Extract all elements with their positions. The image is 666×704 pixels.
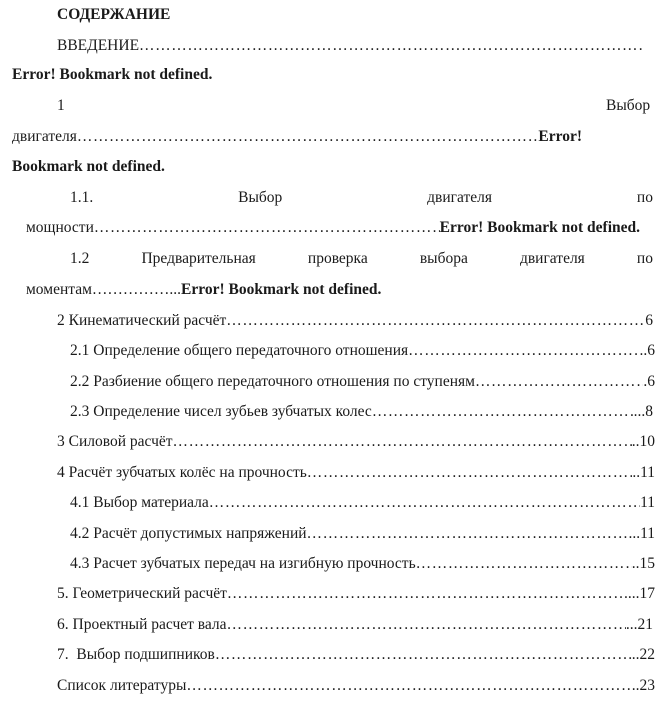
toc-entry-label: 2 Кинематический расчёт <box>57 312 227 329</box>
word: по <box>636 189 653 206</box>
toc-entry-label: двигателя <box>12 128 77 145</box>
toc-entry[interactable] <box>70 523 655 545</box>
page-number: 11 <box>640 494 655 511</box>
page-number: ..11 <box>632 464 655 481</box>
page-number: 6 <box>645 312 653 329</box>
toc-entry-label: 4.2 Расчёт допустимых напряжений <box>70 525 307 542</box>
toc-entry-label: 2.1 Определение общего передаточного отношения <box>70 342 409 359</box>
dot-leader <box>372 401 634 423</box>
toc-entry-label: 7. Выбор подшипников <box>57 646 215 663</box>
word: по <box>636 250 653 267</box>
word: двигателя <box>519 250 585 267</box>
dot-leader <box>209 492 640 514</box>
dot-leader: ……………... <box>91 281 182 298</box>
dot-leader <box>416 553 632 575</box>
toc-entry[interactable] <box>57 583 655 605</box>
toc-entry[interactable] <box>57 310 653 332</box>
toc-entry-label: 5. Геометрический расчёт <box>57 585 227 602</box>
toc-entry[interactable] <box>57 431 655 453</box>
page-number: ...8 <box>633 403 653 420</box>
dot-leader <box>77 126 539 148</box>
toc-entry-label: Список литературы <box>57 677 187 694</box>
dot-leader <box>307 462 633 484</box>
bookmark-error: Error! Bookmark not defined. <box>439 219 640 236</box>
dot-leader <box>227 583 624 605</box>
bookmark-error: Error! Bookmark not defined. <box>12 66 213 83</box>
page-number: .6 <box>643 373 655 390</box>
toc-entry-section1-1-cont[interactable] <box>26 217 640 239</box>
page-number: ...21 <box>625 616 653 633</box>
toc-entry[interactable] <box>57 675 655 697</box>
toc-entry-label: ВВЕДЕНИЕ <box>57 37 140 54</box>
toc-entry-label: мощности <box>26 219 94 236</box>
toc-entry[interactable] <box>70 371 655 393</box>
bookmark-error: Bookmark not defined. <box>12 158 165 175</box>
toc-entry-section1[interactable] <box>12 126 582 148</box>
toc-entry-intro[interactable] <box>57 35 644 57</box>
dot-leader <box>475 371 643 393</box>
word: проверка <box>307 250 368 267</box>
dot-leader <box>139 35 644 57</box>
toc-entry-label: 4.3 Расчет зубчатых передач на изгибную прочность <box>70 555 416 572</box>
page-number: ..23 <box>631 677 655 694</box>
toc-entry[interactable] <box>70 492 655 514</box>
page-number: ..6 <box>639 342 655 359</box>
bookmark-error: Error! <box>538 128 582 145</box>
word: Выбор <box>238 189 283 206</box>
dot-leader <box>408 340 639 362</box>
page-number: ..10 <box>631 433 655 450</box>
word: выбора <box>419 250 468 267</box>
toc-entry-label: 4.1 Выбор материала <box>70 494 209 511</box>
toc-entry-label: моментам <box>26 281 92 298</box>
toc-entry-section1-1[interactable] <box>70 187 653 209</box>
toc-entry-label: 4 Расчёт зубчатых колёс на прочность <box>57 464 307 481</box>
toc-entry[interactable] <box>70 553 655 575</box>
dot-leader <box>173 431 632 453</box>
toc-entry[interactable] <box>57 614 653 636</box>
page-number: ...11 <box>628 525 655 542</box>
word: Предварительная <box>141 250 256 267</box>
toc-entry[interactable] <box>57 462 655 484</box>
toc-entry-label: 2.2 Разбиение общего передаточного отношения по ступеням <box>70 373 475 390</box>
page-number: ..22 <box>631 646 655 663</box>
word: двигателя <box>427 189 493 206</box>
page-title: СОДЕРЖАНИЕ <box>57 6 171 23</box>
toc-entry-label: 2.3 Определение чисел зубьев зубчатых колес <box>70 403 372 420</box>
page-number: ..15 <box>631 555 655 572</box>
toc-entry-label: 3 Силовой расчёт <box>57 433 173 450</box>
section-word: Выбор <box>606 97 651 114</box>
bookmark-error: Error! Bookmark not defined. <box>181 281 382 298</box>
word: 1.1. <box>70 189 94 206</box>
section-number: 1 <box>57 97 65 114</box>
dot-leader <box>307 523 629 545</box>
dot-leader <box>186 675 631 697</box>
toc-entry[interactable] <box>57 644 655 666</box>
toc-entry-label: 6. Проектный расчет вала <box>57 616 227 633</box>
dot-leader <box>227 614 626 636</box>
toc-entry[interactable] <box>70 401 653 423</box>
toc-entry[interactable] <box>70 340 655 362</box>
toc-entry-section1-2[interactable] <box>70 248 653 270</box>
dot-leader <box>94 217 440 239</box>
dot-leader <box>215 644 632 666</box>
word: 1.2 <box>70 250 90 267</box>
dot-leader <box>226 310 645 332</box>
page-number: ....17 <box>624 585 655 602</box>
toc-entry-section1-2-cont[interactable] <box>26 279 381 301</box>
